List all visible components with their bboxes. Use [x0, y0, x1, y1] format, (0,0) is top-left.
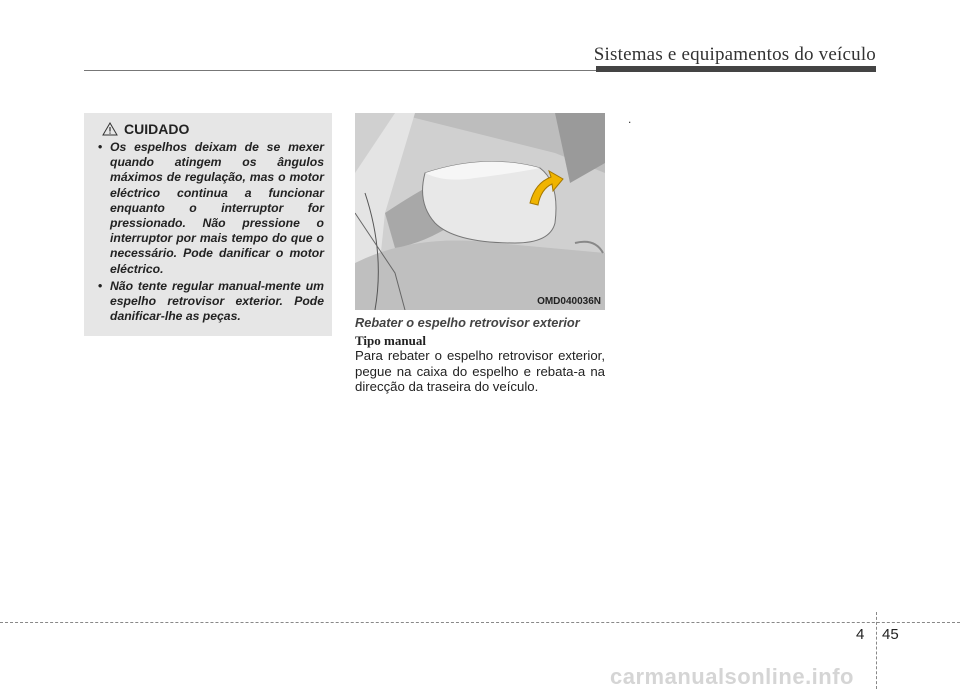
mirror-illustration	[355, 113, 605, 310]
page-number: 45	[882, 626, 899, 643]
footer-divider	[876, 612, 877, 689]
caution-item: • Os espelhos deixam de se mexer quando atingem os ângulos máximos de regulação, mas o motor eléctrico continua a funcionar enquanto o interruptor for pressionado. Não pressione o interruptor por mais tempo do que o necessário. Pode danificar o motor eléctrico.	[94, 140, 324, 277]
footer-rule	[0, 622, 960, 623]
caution-title: CUIDADO	[124, 121, 190, 137]
header-rule-accent	[596, 66, 876, 72]
folding-mirror-drawing	[355, 113, 605, 310]
figure-code: OMD040036N	[537, 296, 601, 307]
figure-caption: Rebater o espelho retrovisor exterior	[355, 315, 580, 330]
section-body-text: Para rebater o espelho retrovisor exterior, pegue na caixa do espelho e rebata-a na direcção da traseira do veículo.	[355, 348, 605, 395]
watermark-text: carmanualsonline.info	[610, 664, 854, 689]
caution-heading	[102, 121, 324, 137]
section-subheading: Tipo manual	[355, 333, 426, 348]
right-column-text: .	[628, 112, 632, 126]
caution-box	[84, 113, 332, 336]
warning-triangle-icon	[102, 122, 118, 136]
caution-list	[94, 140, 324, 324]
caution-item: • Não tente regular manual-mente um espelho retrovisor exterior. Pode danificar-lhe as peças.	[94, 279, 324, 325]
chapter-number: 4	[856, 626, 865, 643]
page-header-title: Sistemas e equipamentos do veículo	[593, 44, 876, 65]
